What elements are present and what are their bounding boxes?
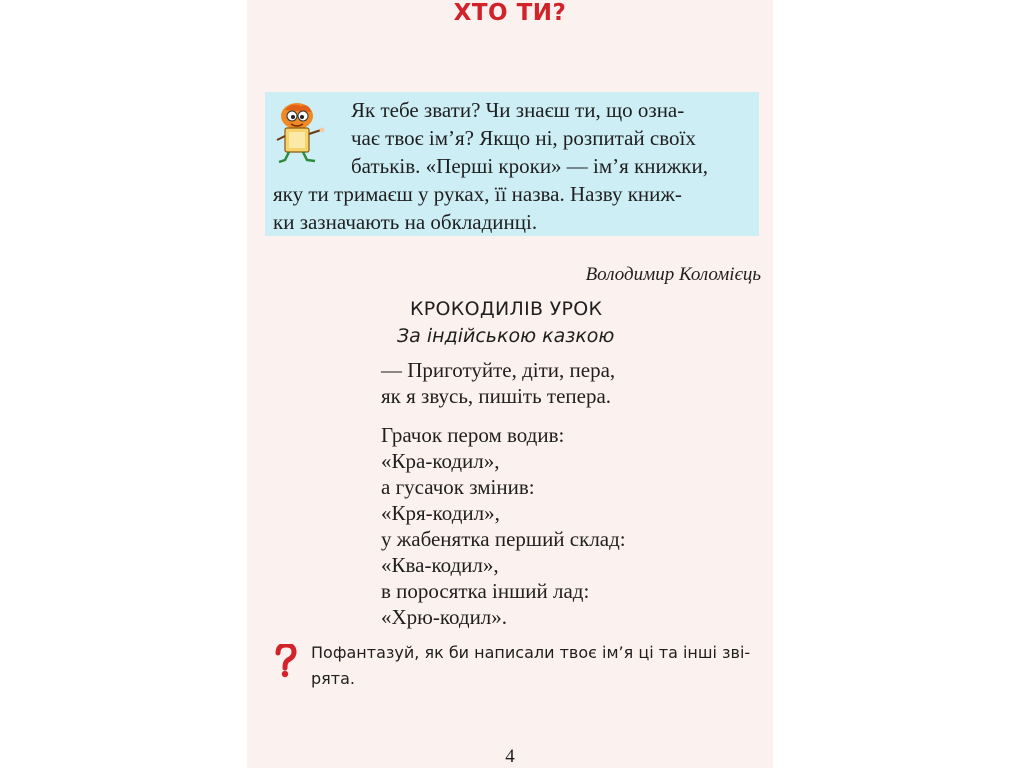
poem-author: Володимир Коломієць: [585, 264, 761, 285]
info-line: ки зазначають на обкладинці.: [273, 210, 538, 234]
textbook-page: [247, 0, 773, 768]
info-line: яку ти тримаєш у руках, її назва. Назву книж-: [273, 182, 682, 206]
poem-title: КРОКОДИЛІВ УРОК: [410, 298, 603, 320]
poem-line: Грачок пером водив:: [381, 423, 565, 447]
poem-stanza-2: [381, 422, 626, 630]
poem-subtitle: За індійською казкою: [397, 325, 615, 347]
question-line: Пофантазуй, як би написали твоє ім’я ці та інші зві-: [311, 643, 751, 662]
poem-line: «Кра-кодил»,: [381, 449, 500, 473]
question-line: рята.: [311, 669, 355, 688]
info-box: [265, 92, 759, 236]
poem-line: як я звусь, пишіть тепера.: [381, 384, 612, 408]
poem-line: в поросятка інший лад:: [381, 579, 590, 603]
info-text: [273, 96, 753, 236]
info-line: батьків. «Перші кроки» — ім’я книжки,: [351, 154, 708, 178]
info-line: чає твоє ім’я? Якщо ні, розпитай своїх: [351, 126, 696, 150]
info-line: Як тебе звати? Чи знаєш ти, що озна-: [351, 98, 685, 122]
poem-stanza-1: [381, 357, 615, 409]
poem-line: у жабенятка перший склад:: [381, 527, 626, 551]
poem-line: «Ква-кодил»,: [381, 553, 499, 577]
question-mark-icon: [275, 644, 297, 678]
question-text: [311, 640, 761, 692]
page-number: 4: [505, 746, 515, 767]
poem-line: — Приготуйте, діти, пера,: [381, 358, 616, 382]
poem-line: «Кря-кодил»,: [381, 501, 500, 525]
poem-line: а гусачок змінив:: [381, 475, 535, 499]
page-title: ХТО ТИ?: [453, 0, 567, 26]
poem-line: «Хрю-кодил».: [381, 605, 508, 629]
